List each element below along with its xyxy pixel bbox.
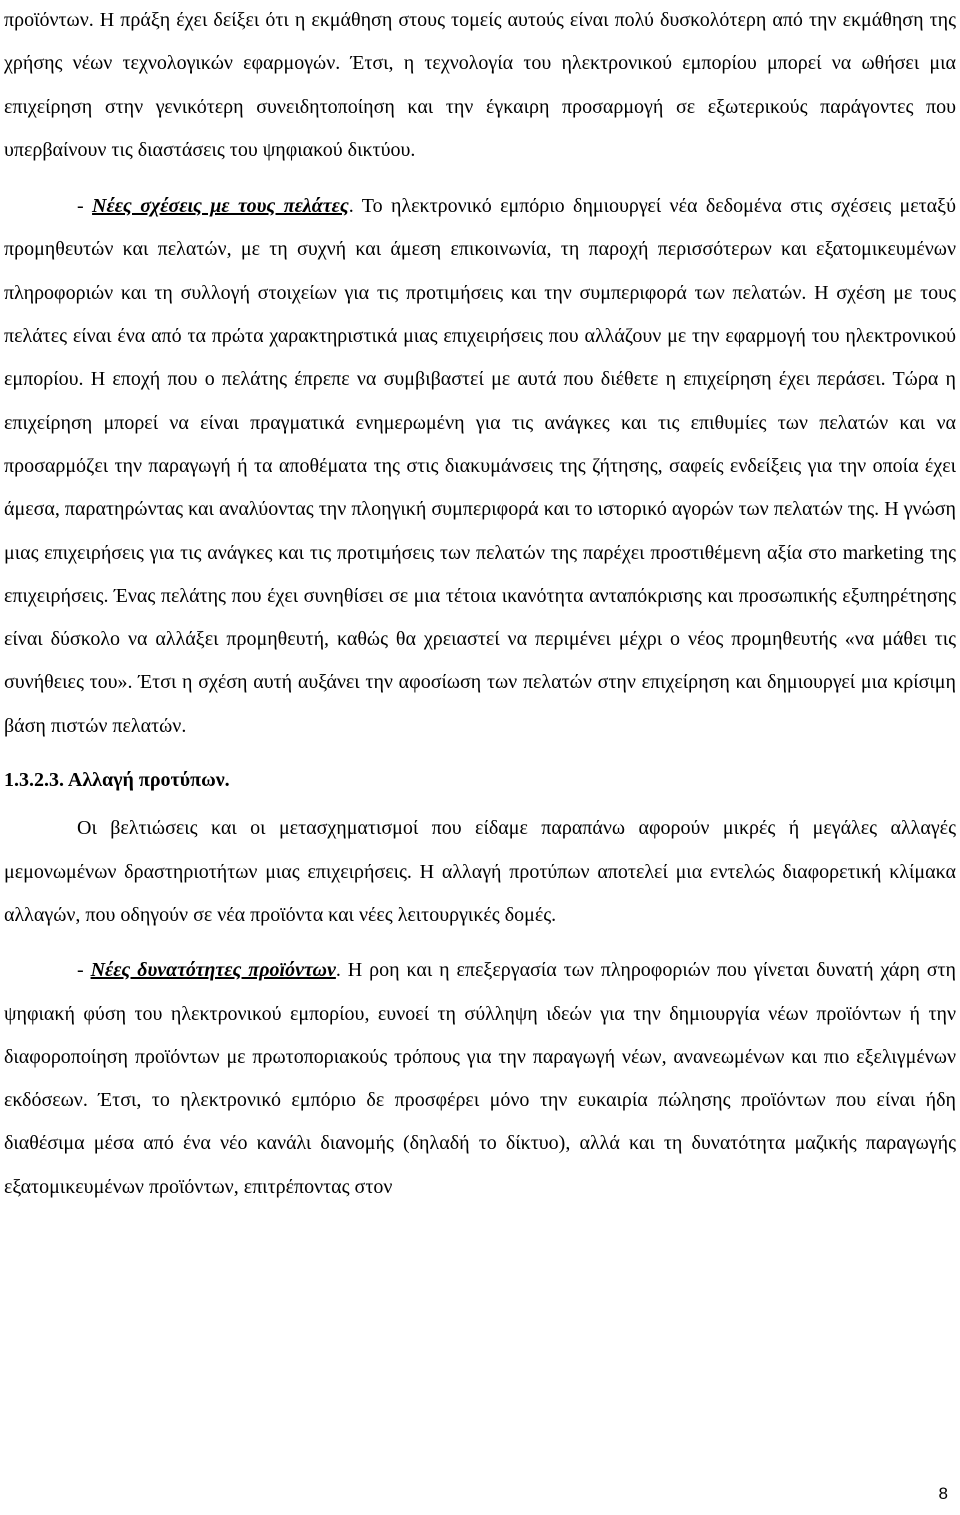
list-dash: - — [77, 959, 91, 982]
paragraph-customer-relations — [4, 185, 956, 748]
paragraph-body: Το ηλεκτρονικό εμπόριο δημιουργεί νέα δεδομένα στις σχέσεις μεταξύ προμηθευτών και πελατών, με τη συχνή και άμεση επικοινωνία, τη παροχή περισσότερων και εξατομικευμένων πληροφοριών και τη συλλογή στοιχείων για τις προτιμήσεις και την συμπεριφορά των πελατών. Η σχέση με τους πελάτες είναι ένα από τα πρώτα χαρακτηριστικά μιας επιχειρήσεις που αλλάζουν με την εφαρμογή του ηλεκτρονικού εμπορίου. Η εποχή που ο πελάτης έπρεπε να συμβιβαστεί με αυτά που διέθετε η επιχείρηση έχει περάσει. Τώρα η επιχείρηση μπορεί να είναι πραγματικά ενημερωμένη για τις ανάγκες και τις επιθυμίες των πελατών και να προσαρμόζει την παραγωγή ή τα αποθέματα της στις διακυμάνσεις της ζήτησης, σαφείς ενδείξεις για την οποία έχει άμεσα, παρατηρώντας και αναλύοντας την πλοηγική συμπεριφορά και το ιστορικό αγορών των πελατών της. Η γνώση μιας επιχειρήσεις για τις ανάγκες και τις προτιμήσεις των πελατών της παρέχει προστιθέμενη αξία στο marketing της επιχειρήσεις. Ένας πελάτης που έχει συνηθίσει σε μια τέτοια ικανότητα ανταπόκρισης και προσωπικής εξυπηρέτησης είναι δύσκολο να αλλάξει προμηθευτή, καθώς θα χρειαστεί να περιμένει μέχρι ο νέος προμηθευτής «να μάθει τις συνήθειες του». Έτσι η σχέση αυτή αυξάνει την αφοσίωση των πελατών στην επιχείρηση και δημιουργεί μια κρίσιμη βάση πιστών πελατών. — [4, 195, 956, 737]
subheading-new-products: Νέες δυνατότητες προϊόντων — [90, 959, 336, 982]
paragraph-body: Η ροη και η επεξεργασία των πληροφοριών που γίνεται δυνατή χάρη στη ψηφιακή φύση του ηλεκτρονικού εμπορίου, ευνοεί τη σύλληψη ιδεών για την δημιουργία νέων προϊόντων ή την διαφοροποίηση προϊόντων με πρωτοποριακούς τρόπους για την παραγωγή νέων, ανανεωμένων και πιο εξελιγμένων εκδόσεων. Έτσι, το ηλεκτρονικό εμπόριο δε προσφέρει μόνο την ευκαιρία πώλησης προϊόντων που είναι ήδη διαθέσιμα μέσα από ένα νέο κανάλι διανομής (δηλαδή το δίκτυο), αλλά και τη δυνατότητα μαζικής παραγωγής εξατομικευμένων προϊόντων, επιτρέποντας στον — [4, 959, 956, 1198]
subheading-customer-relations: Νέες σχέσεις με τους πελάτες — [92, 195, 349, 218]
page-number: 8 — [938, 1484, 948, 1503]
paragraph-product-learning: προϊόντων. Η πράξη έχει δείξει ότι η εκμάθηση στους τομείς αυτούς είναι πολύ δυσκολότερη από την εκμάθηση της χρήσης νέων τεχνολογικών εφαρμογών. Έτσι, η τεχνολογία του ηλεκτρονικού εμπορίου μπορεί να ωθήσει μια επιχείρηση στην γενικότερη συνειδητοποίηση και την έγκαιρη προσαρμογή σε εξωτερικούς παράγοντες που υπερβαίνουν τις διαστάσεις του ψηφιακού δικτύου. — [4, 9, 956, 161]
paragraph-pattern-change: Οι βελτιώσεις και οι μετασχηματισμοί που είδαμε παραπάνω αφορούν μικρές ή μεγάλες αλλαγές μεμονωμένων δραστηριοτήτων μιας επιχειρήσεις. Η αλλαγή προτύπων αποτελεί μια εντελώς διαφορετική κλίμακα αλλαγών, που οδηγούν σε νέα προϊόντα και νέες λειτουργικές δομές. — [4, 817, 956, 926]
paragraph-new-products — [4, 949, 956, 1209]
subheading-period: . — [335, 959, 341, 982]
document-page — [4, 0, 956, 1209]
list-dash: - — [77, 195, 93, 218]
subheading-period: . — [348, 195, 354, 218]
section-heading: 1.3.2.3. Αλλαγή προτύπων. — [4, 769, 230, 792]
